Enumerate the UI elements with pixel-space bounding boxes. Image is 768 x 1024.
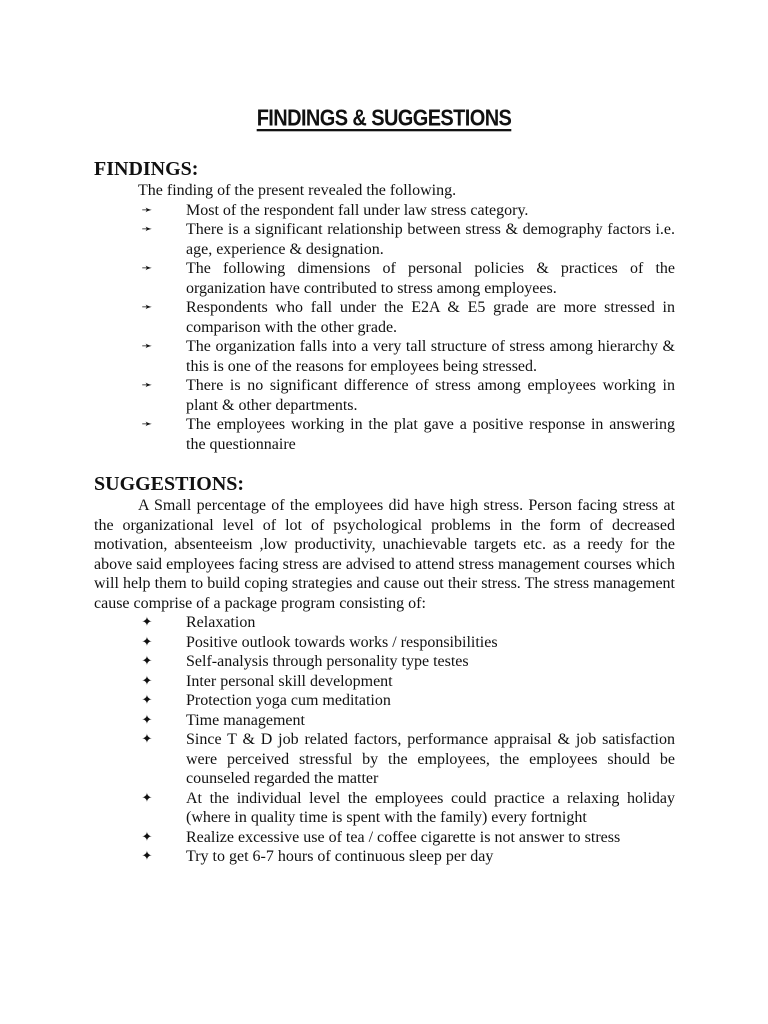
list-item: ✦ Try to get 6-7 hours of continuous sleep per day	[94, 847, 675, 867]
arrow-bullet-icon: ➛	[141, 202, 153, 218]
list-item: ➛ Most of the respondent fall under law stress category.	[94, 201, 675, 221]
four-point-star-icon: ✦	[141, 712, 153, 728]
list-item: ➛ There is a significant relationship between stress & demography factors i.e. age, experience & designation.	[94, 220, 675, 259]
arrow-bullet-icon: ➛	[141, 300, 153, 315]
arrow-bullet-icon: ➛	[141, 261, 153, 276]
list-item: ✦ Relaxation	[94, 613, 675, 633]
list-item: ➛ Respondents who fall under the E2A & E5 grade are more stressed in comparison with the other grade.	[94, 298, 675, 337]
suggestions-heading: SUGGESTIONS:	[94, 473, 245, 495]
suggestions-section	[94, 472, 675, 867]
four-point-star-icon: ✦	[141, 790, 153, 806]
arrow-bullet-icon: ➛	[141, 339, 153, 354]
arrow-bullet-icon: ➛	[141, 417, 153, 432]
list-item: ✦ Self-analysis through personality type testes	[94, 652, 675, 672]
findings-section	[94, 157, 675, 454]
four-point-star-icon: ✦	[141, 732, 153, 747]
list-item: ✦ Inter personal skill development	[94, 672, 675, 692]
findings-heading: FINDINGS:	[94, 158, 199, 180]
list-item: ✦ Since T & D job related factors, performance appraisal & job satisfaction were perceived stressful by the employees, the employees should be counseled regarded the matter	[94, 730, 675, 789]
list-item: ✦ Realize excessive use of tea / coffee cigarette is not answer to stress	[94, 828, 675, 848]
list-item: ✦ Time management	[94, 711, 675, 731]
four-point-star-icon: ✦	[141, 849, 153, 864]
list-item: ➛ The following dimensions of personal policies & practices of the organization have contributed to stress among employees.	[94, 259, 675, 298]
list-item: ➛ There is no significant difference of stress among employees working in plant & other departments.	[94, 376, 675, 415]
list-item: ✦ Protection yoga cum meditation	[94, 691, 675, 711]
suggestions-list	[94, 613, 675, 867]
four-point-star-icon: ✦	[141, 615, 153, 630]
four-point-star-icon: ✦	[141, 654, 153, 669]
findings-intro: The finding of the present revealed the following.	[138, 182, 457, 199]
four-point-star-icon: ✦	[141, 673, 153, 689]
findings-list	[94, 201, 675, 455]
suggestions-paragraph: A Small percentage of the employees did have high stress. Person facing stress at the organizational level of lot of psychological problems in the form of decreased motivation, absenteeism ,low productivity, unachievable targets etc. as a reedy for the above said employees facing stress are advised to attend stress management courses which will help them to build coping strategies and cause out their stress. The stress management cause comprise of a package program consisting of:	[94, 497, 675, 612]
page-title: FINDINGS & SUGGESTIONS	[256, 106, 512, 132]
list-item: ➛ The employees working in the plat gave a positive response in answering the questionnaire	[94, 415, 675, 454]
four-point-star-icon: ✦	[141, 693, 153, 708]
four-point-star-icon: ✦	[141, 634, 153, 650]
arrow-bullet-icon: ➛	[141, 222, 153, 237]
arrow-bullet-icon: ➛	[141, 378, 153, 393]
four-point-star-icon: ✦	[141, 829, 153, 845]
list-item: ➛ The organization falls into a very tall structure of stress among hierarchy & this is one of the reasons for employees being stressed.	[94, 337, 675, 376]
list-item: ✦ Positive outlook towards works / responsibilities	[94, 633, 675, 653]
list-item: ✦ At the individual level the employees could practice a relaxing holiday (where in quality time is spent with the family) every fortnight	[94, 789, 675, 828]
